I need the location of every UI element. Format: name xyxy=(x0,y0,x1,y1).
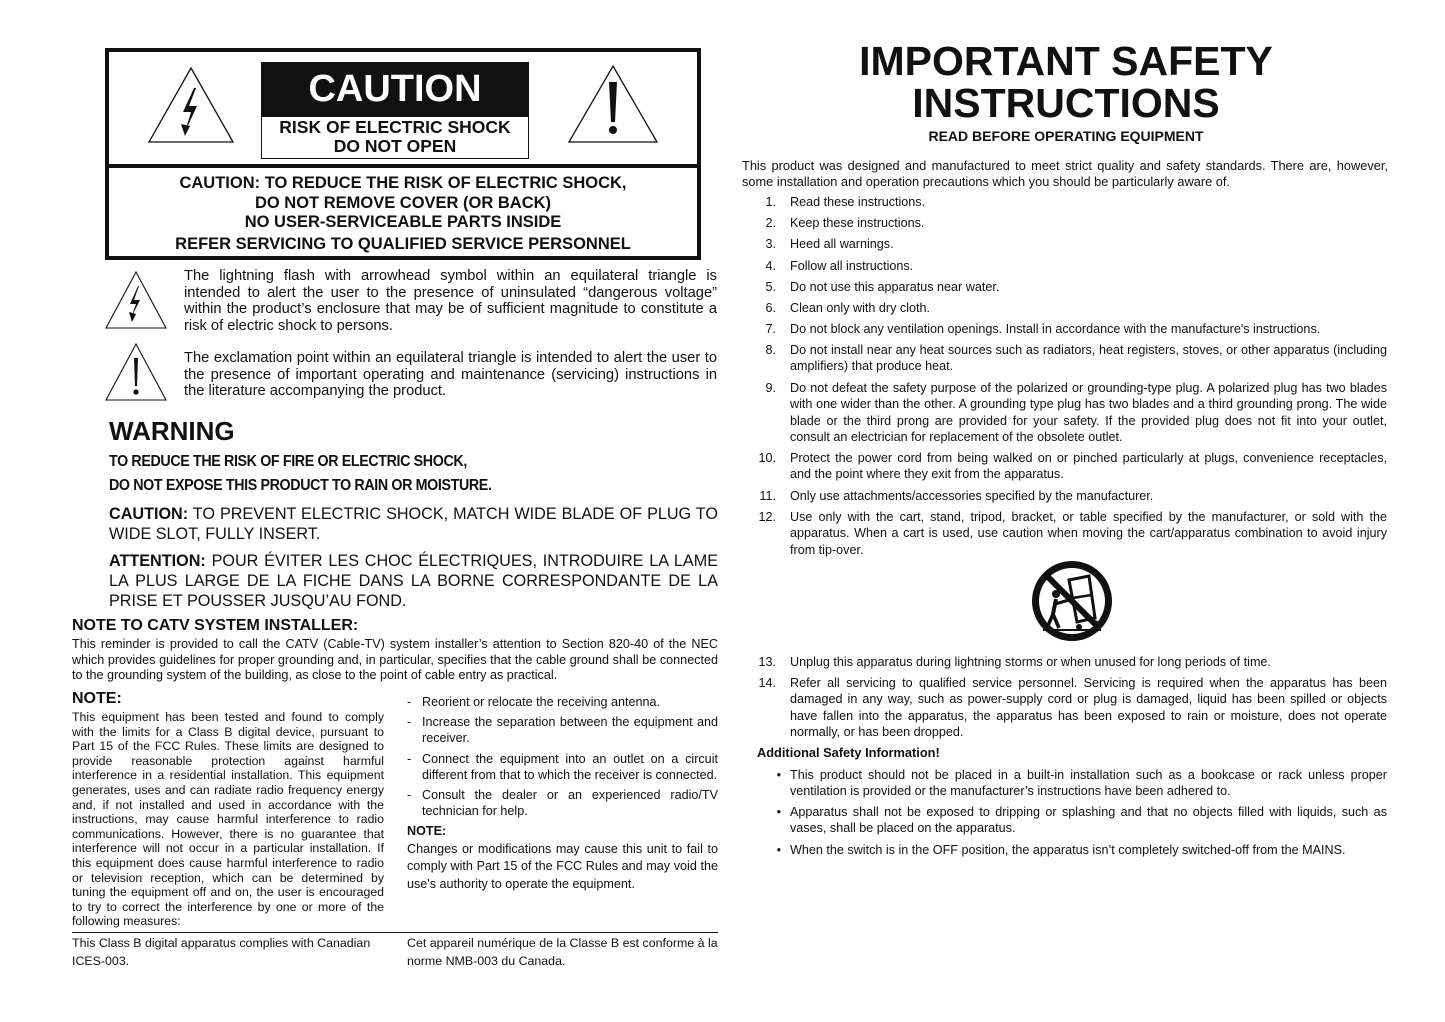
additional-safety-heading: Additional Safety Information! xyxy=(757,745,940,760)
caution-subtitle-line2: DO NOT OPEN xyxy=(333,136,457,156)
list-item: - Consult the dealer or an experienced radio/TV technician for help. xyxy=(407,788,718,819)
cart-tip-over-warning-icon xyxy=(1029,558,1115,644)
warning-line-2: DO NOT EXPOSE THIS PRODUCT TO RAIN OR MOISTURE. xyxy=(109,477,492,494)
safety-title xyxy=(742,40,1390,124)
fcc-note2-text: Changes or modifications may cause this unit to fail to comply with Part 15 of the FCC Rules and may void the use's authority to operate the equipment. xyxy=(407,841,718,891)
caution-line: CAUTION: TO REDUCE THE RISK OF ELECTRIC SHOCK, xyxy=(179,174,627,192)
caution-subtitle xyxy=(261,116,529,159)
divider xyxy=(72,932,718,933)
safety-title-line2: INSTRUCTIONS xyxy=(912,80,1220,126)
catv-heading: NOTE TO CATV SYSTEM INSTALLER: xyxy=(72,617,359,634)
fcc-note-heading: NOTE: xyxy=(72,690,122,707)
exclamation-explanation: The exclamation point within an equilateral triangle is intended to alert the user to the presence of important operating and maintenance (servicing) instructions in the literature accompanying the product. xyxy=(184,350,717,399)
canada-compliance-fr: Cet appareil numérique de la Classe B est conforme à la norme NMB-003 du Canada. xyxy=(407,936,718,968)
caution-statements xyxy=(109,174,697,254)
safety-title-line1: IMPORTANT SAFETY xyxy=(859,38,1273,84)
fcc-measures-list xyxy=(407,694,718,893)
fcc-note2-heading: NOTE: xyxy=(407,824,447,839)
caution-line: REFER SERVICING TO QUALIFIED SERVICE PERSONNEL xyxy=(175,234,631,253)
safety-subtitle: READ BEFORE OPERATING EQUIPMENT xyxy=(928,128,1204,144)
exclamation-symbol-icon xyxy=(104,342,168,402)
list-item: - Increase the separation between the equipment and receiver. xyxy=(407,715,718,746)
lightning-triangle-icon xyxy=(147,66,235,144)
warning-heading: WARNING xyxy=(109,416,235,446)
caution-line: NO USER-SERVICEABLE PARTS INSIDE xyxy=(244,213,562,232)
plug-attention-text: POUR ÉVITER LES CHOC ÉLECTRIQUES, INTRODUIRE LA LAME LA PLUS LARGE DE LA FICHE DANS LA BORNE CORRESPONDANTE DE LA PRISE ET POUSSER JUSQU’AU FOND. xyxy=(109,552,718,610)
caution-title: CAUTION xyxy=(261,62,529,116)
plug-attention xyxy=(109,551,718,611)
plug-caution xyxy=(109,504,718,544)
list-item: - Reorient or relocate the receiving antenna. xyxy=(407,695,661,709)
exclamation-triangle-icon xyxy=(567,64,659,144)
plug-caution-text: TO PREVENT ELECTRIC SHOCK, MATCH WIDE BLADE OF PLUG TO WIDE SLOT, FULLY INSERT. xyxy=(109,505,718,543)
caution-header xyxy=(109,52,697,168)
caution-subtitle-line1: RISK OF ELECTRIC SHOCK xyxy=(279,117,511,137)
caution-line: DO NOT REMOVE COVER (OR BACK) xyxy=(254,193,552,212)
plug-caution-label: CAUTION: xyxy=(109,505,189,523)
plug-attention-label: ATTENTION: xyxy=(109,552,206,570)
list-item: - Connect the equipment into an outlet on a circuit different from that to which the receiver is connected. xyxy=(407,751,718,782)
catv-text: This reminder is provided to call the CATV (Cable-TV) system installer’s attention to Section 820-40 of the NEC which provides guidelines for proper grounding and, in particular, specifies that the cable ground shall be connected to the grounding system of the building, as close to the point of cable entry as practical. xyxy=(72,637,718,682)
lightning-explanation: The lightning flash with arrowhead symbol within an equilateral triangle is intended to alert the user to the presence of uninsulated “dangerous voltage” within the product’s enclosure that may be of sufficient magnitude to constitute a risk of electric shock to persons. xyxy=(184,268,717,334)
canada-compliance-en: This Class B digital apparatus complies with Canadian ICES-003. xyxy=(72,936,371,968)
fcc-note-text: This equipment has been tested and found to comply with the limits for a Class B digital device, pursuant to Part 15 of the FCC Rules. These limits are designed to provide reasonable protection against harmful interference in a residential installation. This equipment generates, uses and can radiate radio frequency energy and, if not installed and used in accordance with the instructions, may cause harmful interference to radio communications. However, there is no guarantee that interference will not occur in a particular installation. If this equipment does cause harmful interference to radio or television reception, which can be determined by tuning the equipment off and on, the user is encouraged to try to correct the interference by one or more of the following measures: xyxy=(72,710,384,929)
warning-line-1: TO REDUCE THE RISK OF FIRE OR ELECTRIC SHOCK, xyxy=(109,453,467,470)
caution-box xyxy=(105,48,701,260)
safety-intro: This product was designed and manufactured to meet strict quality and safety standards. There are, however, some installation and operation precautions which you should be particularly aware of. xyxy=(742,158,1388,189)
lightning-symbol-icon xyxy=(104,270,168,330)
